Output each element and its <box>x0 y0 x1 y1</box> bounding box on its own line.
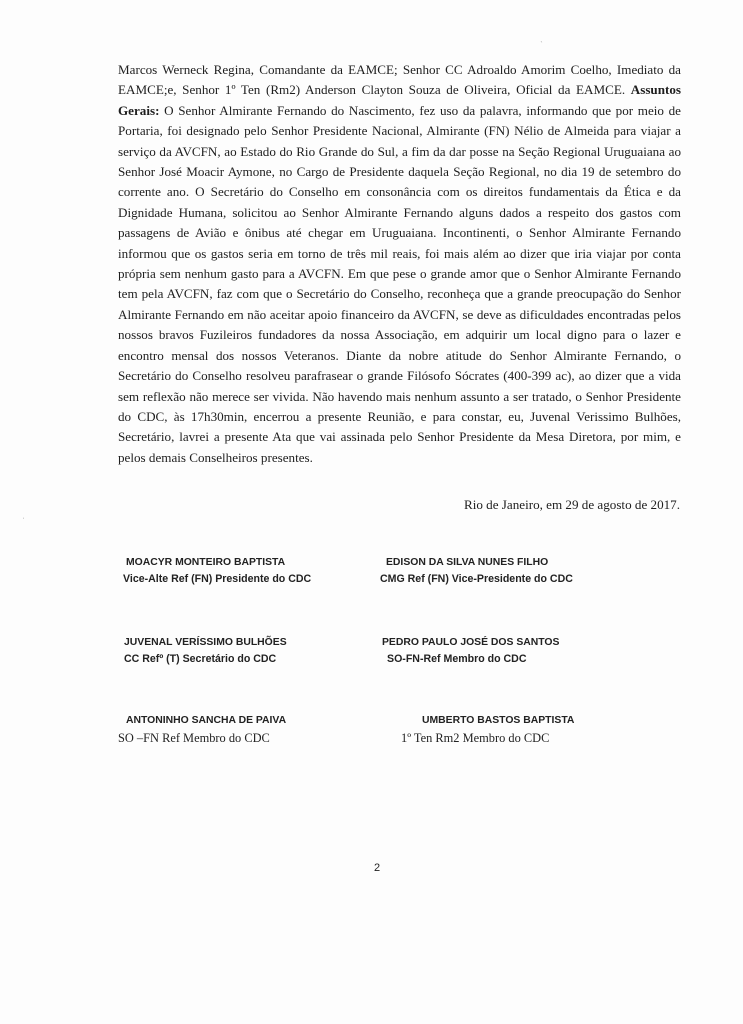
signatory-name: EDISON DA SILVA NUNES FILHO <box>386 557 549 568</box>
signatory-role: 1º Ten Rm2 Membro do CDC <box>401 731 550 745</box>
paragraph-general-matters-text: O Senhor Almirante Fernando do Nascimento, fez uso da palavra, informando que por meio de Portaria, foi designado pelo Senhor Presidente Nacional, Almirante (FN) Nélio de Almeida para viajar a serviço da AVCFN, ao Estado do Rio Grande do Sul, a fim da dar posse na Seção Regional Uruguaiana ao Senhor José Moacir Aymone, no Cargo de Presidente daquela Seção Regional, no dia 19 de setembro do corrente ano. O Secretário do Conselho em consonância com os direitos fundamentais da Ética e da Dignidade Humana, solicitou ao Senhor Almirante Fernando alguns dados a respeito dos gastos com passagens de Avião e ônibus até chegar em Uruguaiana. Incontinenti, o Senhor Almirante Fernando informou que os gastos seria em torno de três mil reais, foi mais além ao dizer que iria viajar por conta própria sem nenhum gasto para a AVCFN. Em que pese o grande amor que o Senhor Almirante Fernando tem pela AVCFN, faz com que o Secretário do Conselho, reconheça que a grande preocupação do Senhor Almirante Fernando em não aceitar apoio financeiro da AVCFN, se deve as dificuldades encontradas pelos nossos bravos Fuzileiros fundadores da nossa Associação, em adquirir um local digno para o lazer e encontro mensal dos nossos Veteranos. Diante da nobre atitude do Senhor Almirante Fernando, o Secretário do Conselho resolveu parafrasear o grande Filósofo Sócrates (400-399 ac), ao dizer que a vida sem reflexão não merece ser vivida. Não havendo mais nenhum assunto a ser tratado, o Senhor Presidente do CDC, às 17h30min, encerrou a presente Reunião, e para constar, eu, Juvenal Verissimo Bulhões, Secretário, lavrei a presente Ata que vai assinada pelo Senhor Presidente da Mesa Diretora, por mim, e pelos demais Conselheiros presentes. <box>118 102 681 465</box>
scan-speck: ˈ <box>22 516 25 526</box>
signatory-name: JUVENAL VERÍSSIMO BULHÕES <box>124 637 287 648</box>
signatory-name: MOACYR MONTEIRO BAPTISTA <box>126 557 286 568</box>
signatory-name: ANTONINHO SANCHA DE PAIVA <box>126 715 287 726</box>
signature-block-president <box>123 555 423 588</box>
signature-block-secretary <box>123 635 423 668</box>
signatory-role: SO –FN Ref Membro do CDC <box>118 731 270 745</box>
date-line: Rio de Janeiro, em 29 de agosto de 2017. <box>463 497 680 512</box>
minutes-paragraph <box>118 60 681 468</box>
general-matters-heading: Assuntos Gerais: <box>118 82 681 118</box>
scan-speck: ˋ <box>540 40 543 50</box>
signatory-role: CMG Ref (FN) Vice-Presidente do CDC <box>380 573 573 585</box>
signatory-role: CC Refº (T) Secretário do CDC <box>124 653 277 665</box>
signature-block-member-3 <box>401 713 701 747</box>
signature-block-member-1 <box>380 635 680 668</box>
signature-block-vice-president <box>380 555 680 588</box>
signatory-role: SO-FN-Ref Membro do CDC <box>387 653 527 665</box>
signatory-name: UMBERTO BASTOS BAPTISTA <box>422 715 575 726</box>
signatory-name: PEDRO PAULO JOSÉ DOS SANTOS <box>382 637 560 648</box>
signatory-role: Vice-Alte Ref (FN) Presidente do CDC <box>123 573 312 585</box>
page-number: 2 <box>374 862 381 874</box>
signature-block-member-2 <box>118 713 418 747</box>
paragraph-attendees-text: Marcos Werneck Regina, Comandante da EAMCE; Senhor CC Adroaldo Amorim Coelho, Imediato da EAMCE;e, Senhor 1º Ten (Rm2) Anderson Clayton Souza de Oliveira, Oficial da EAMCE. <box>118 62 681 98</box>
